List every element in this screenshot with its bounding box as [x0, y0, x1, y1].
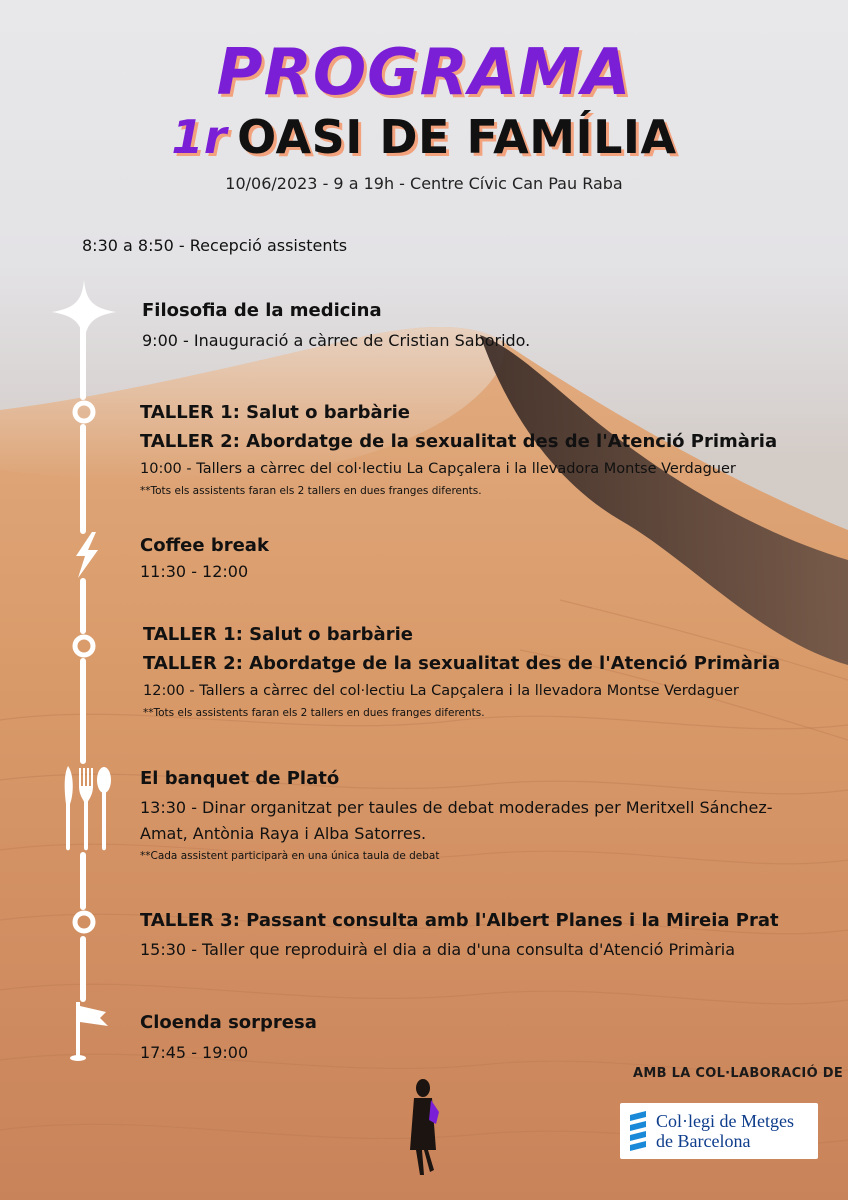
event-desc-banquet: 13:30 - Dinar organitzat per taules de debat moderades per Meritxell Sánchez-Amat, Antònia Raya i Alba Satorres. — [140, 798, 773, 843]
timeline-line — [80, 852, 86, 910]
event-time-closing: 17:45 - 19:00 — [140, 1043, 249, 1062]
timeline-line — [80, 936, 86, 1002]
title-ordinal: 1r — [171, 110, 228, 164]
event-title-workshop-2: TALLER 2: Abordatge de la sexualitat des de l'Atenció Primària — [140, 431, 778, 452]
event-note-banquet: **Cada assistent participarà en una única taula de debat — [140, 850, 440, 862]
sparkle-icon — [52, 280, 116, 344]
timeline-line — [80, 424, 86, 534]
title-event-name — [0, 110, 848, 164]
event-title-workshop-1: TALLER 1: Salut o barbàrie — [143, 624, 413, 645]
lightning-icon — [70, 532, 102, 578]
event-time-coffee: 11:30 - 12:00 — [140, 562, 249, 581]
timeline-line — [80, 658, 86, 764]
event-time-workshop-3: 15:30 - Taller que reproduirà el dia a dia d'una consulta d'Atenció Primària — [140, 940, 736, 959]
logo-text — [656, 1111, 794, 1151]
event-time-philosophy: 9:00 - Inauguració a càrrec de Cristian Saborido. — [142, 331, 531, 350]
circle-node-icon — [72, 634, 96, 658]
event-title-closing: Cloenda sorpresa — [140, 1012, 317, 1033]
event-title-coffee: Coffee break — [140, 535, 269, 556]
flag-icon — [66, 1000, 112, 1064]
event-title-workshop-3: TALLER 3: Passant consulta amb l'Albert Planes i la Mireia Prat — [140, 910, 779, 931]
event-title-philosophy: Filosofia de la medicina — [142, 300, 382, 321]
collegi-metges-logo — [620, 1103, 818, 1159]
title-programa: PROGRAMA — [216, 36, 632, 110]
collaboration-label: AMB LA COL·LABORACIÓ DE — [633, 1066, 844, 1081]
event-time-workshops: 10:00 - Tallers a càrrec del col·lectiu La Capçalera i la llevadora Montse Verdaguer — [140, 461, 736, 477]
circle-node-icon — [72, 910, 96, 934]
event-note-workshops: **Tots els assistents faran els 2 tallers en dues franges diferents. — [140, 485, 482, 497]
event-title-workshop-1: TALLER 1: Salut o barbàrie — [140, 402, 410, 423]
title-name: OASI DE FAMÍLIA — [237, 110, 677, 164]
reception-time: 8:30 a 8:50 - Recepció assistents — [82, 236, 348, 255]
cutlery-icon — [60, 764, 112, 852]
event-title-banquet: El banquet de Plató — [140, 768, 340, 789]
event-title-workshop-2: TALLER 2: Abordatge de la sexualitat des de l'Atenció Primària — [143, 653, 781, 674]
event-date-location: 10/06/2023 - 9 a 19h - Centre Cívic Can Pau Raba — [225, 174, 623, 193]
logo-stripes-icon — [626, 1111, 650, 1153]
event-time-workshops: 12:00 - Tallers a càrrec del col·lectiu La Capçalera i la llevadora Montse Verdaguer — [143, 683, 739, 699]
logo-line-1: Col·legi de Metges — [656, 1111, 794, 1131]
event-note-workshops: **Tots els assistents faran els 2 tallers en dues franges diferents. — [143, 707, 485, 719]
timeline-line — [80, 578, 86, 634]
logo-line-2: de Barcelona — [656, 1131, 751, 1151]
circle-node-icon — [72, 400, 96, 424]
